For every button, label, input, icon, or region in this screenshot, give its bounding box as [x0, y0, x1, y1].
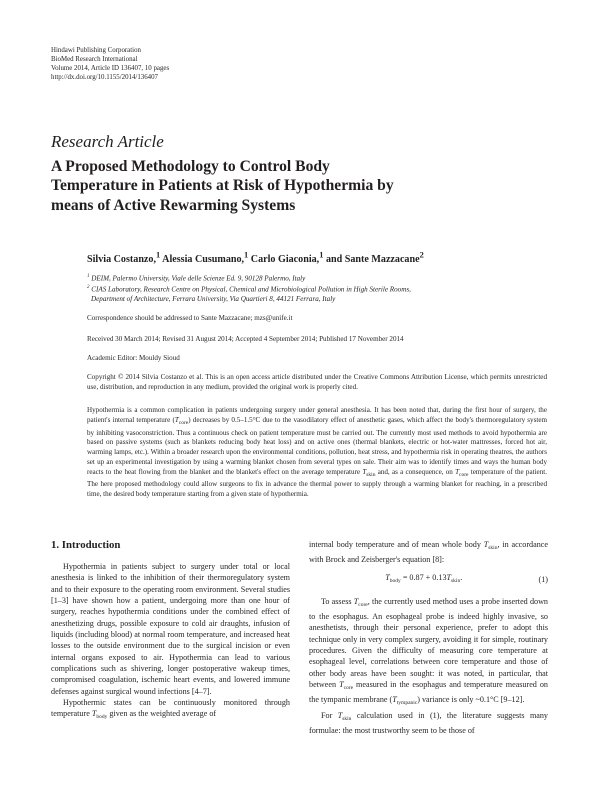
right-column	[309, 539, 548, 736]
affiliation-1: $^1$ DEIM, Palermo University, Viale delle Scienze Ed. 9, 90128 Palermo, Italy	[87, 274, 306, 283]
section-heading: 1. Introduction	[51, 539, 121, 551]
correspondence: Correspondence should be addressed to Sante Mazzacane; mzs@unife.it	[87, 314, 293, 322]
paragraph: Hypothermia in patients subject to surgery under total or local anesthesia is linked to the inhibition of their thermoregulatory system and to their exposure to the operating room environment. Several studies [1–3] have shown how a patient, undergoing more than one hour of surgery, reaches hypothermia conditions under the combined effect of anesthetizing drugs, possible exposure to cold air draughts, infusion of liquids (including blood) at normal room temperature, and increased heat losses to the outside environment due to the surgical incision or even internal organs exposed to air. Hypothermia can lead to various complications such as shivering, longer postoperative wakeup times, compromised coagulation, ischemic heart events, and lowered immune defenses against surgical wound infections [4–7].	[51, 562, 290, 696]
paragraph: For $T_{skin}$ calculation used in (1), the literature suggests many formulae: the most trustworthy seem to be those of	[309, 710, 548, 736]
copyright-notice: Copyright © 2014 Silvia Costanzo et al. This is an open access article distributed under the Creative Commons Attribution License, which permits unrestricted use, distribution, and reproduction in any medium, provided the original work is properly cited.	[87, 373, 547, 391]
equation-number: (1)	[538, 575, 548, 585]
paragraph: Hypothermic states can be continuously monitored through temperature $T_{body}$ given as the weighted average of	[51, 698, 290, 721]
publisher: Hindawi Publishing Corporation	[51, 47, 141, 54]
left-column	[51, 561, 290, 724]
author: Alessia Cusumano,$^1$	[162, 251, 249, 266]
abstract: Hypothermia is a common complication in patients undergoing surgery under general anesthesia. It has been noted that, during the first hour of surgery, the patient's internal temperature $(T_{core})$ decreases by 0.5–1.5°C due to the vasodilatory effect of anesthetic gases, which affect the body's thermoregulatory system by inhibiting vasoconstriction. Thus a continuous check on patient temperature must be carried out. The currently most used methods to avoid hypothermia are based on passive systems (such as blankets reducing body heat loss) and on active ones (thermal blankets, electric or hot-water mattresses, forced hot air, warming lamps, etc.). Within a broader research upon the environmental conditions, pollution, heat stress, and hypothermia risk in operating theatres, the authors set up an experimental investigation by using a warming blanket chosen from several types on sale. Their aim was to identify times and ways the human body reacts to the heat flowing from the blanket and the blanket's effect on the average temperature $T_{skin}$ and, as a consequence, on $T_{core}$ temperature of the patient. The here proposed methodology could allow surgeons to fix in advance the thermal power to supply through a warming blanket for reaching, in a prescribed time, the desired body temperature starting from a given state of hypothermia.	[87, 406, 548, 498]
paragraph: internal body temperature and of mean whole body $T_{skin}$, in accordance with Brock and Zeisberger's equation [8]:	[309, 540, 549, 565]
author: and Sante Mazzacane$^2$	[325, 251, 424, 266]
affiliation-2: $^2$ CIAS Laboratory, Research Centre on Physical, Chemical and Microbiological Pollution in High Sterile Rooms, Department of Architecture, Ferrara University, Via Quartieri 8, 44121 Ferrara, Italy	[87, 285, 411, 304]
article-dates: Received 30 March 2014; Revised 31 August 2014; Accepted 4 September 2014; Published 17 November 2014	[87, 335, 404, 343]
article-type: Research Article	[51, 132, 164, 151]
academic-editor: Academic Editor: Mouldy Sioud	[87, 354, 180, 362]
equation-1: $T_{body} = 0.87 + 0.13T_{skin}$. (1)	[385, 573, 548, 585]
author: Carlo Giaconia,$^1$	[250, 251, 324, 266]
publication-info	[51, 47, 169, 83]
author-list	[87, 251, 424, 265]
doi-link[interactable]: http://dx.doi.org/10.1155/2014/136407	[51, 73, 158, 81]
paragraph: To assess $T_{core}$, the currently used method uses a probe inserted down to the esophagus. An esophageal probe is indeed highly invasive, so anesthetists, through their personal experience, prefer to adopt this technique only in very complex surgery, avoiding it for simple, routinary procedures. Given the difficulty of measuring core temperature at esophageal level, correlations between core temperature and those of other body areas have been sought: it was noted, in particular, that between $T_{core}$ measured in the esophagus and temperature measured on the tympanic membrane $(T_{tympanic})$ variance is only ~0.1°C [9–12].	[309, 596, 548, 707]
volume-info: Volume 2014, Article ID 136407, 10 pages	[51, 64, 170, 72]
author: Silvia Costanzo,$^1$	[87, 251, 161, 266]
journal-name: BioMed Research International	[51, 55, 138, 63]
article-title: A Proposed Methodology to Control Body Temperature in Patients at Risk of Hypothermia by means of Active Rewarming Systems	[51, 158, 394, 214]
